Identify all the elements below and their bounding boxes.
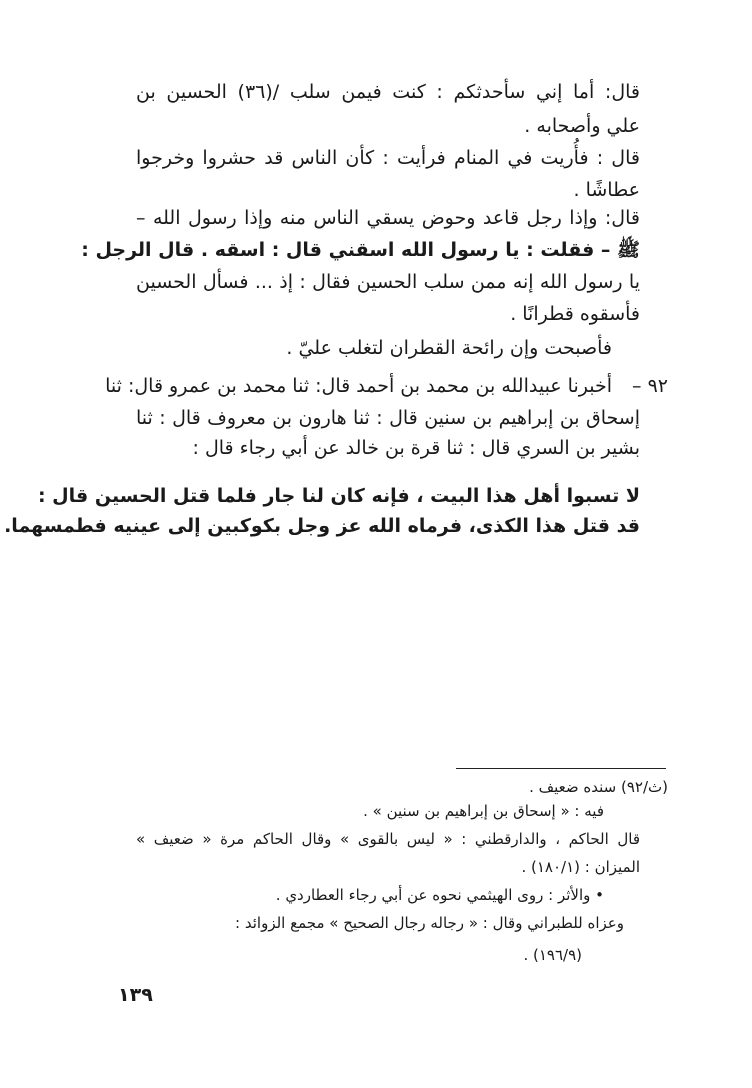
narration-line: قال: وإذا رجل قاعد وحوض يسقي الناس منه وإذا رسول الله –	[136, 207, 640, 229]
narration-line: يا رسول الله إنه ممن سلب الحسين فقال : إذ ... فسأل الحسين	[136, 271, 640, 293]
isnad-line: بشير بن السري قال : ثنا قرة بن خالد عن أبي رجاء قال :	[192, 437, 640, 459]
footnote-line: فيه : « إسحاق بن إبراهيم بن سنين » .	[363, 802, 604, 820]
footnote-line: • والأثر : روى الهيثمي نحوه عن أبي رجاء العطاردي .	[275, 886, 604, 904]
footnote-line: قال الحاكم ، والدارقطني : « ليس بالقوى » وقال الحاكم مرة « ضعيف »	[136, 830, 640, 848]
isnad-line: إسحاق بن إبراهيم بن سنين قال : ثنا هارون بن معروف قال : ثنا	[136, 407, 640, 429]
narration-line: فأسقوه قطرانًا .	[510, 303, 640, 325]
narration-line: علي وأصحابه .	[524, 115, 640, 137]
matn-line: قد قتل هذا الكذى، فرماه الله عز وجل بكوكبين إلى عينيه فطمسهما.	[4, 515, 640, 537]
isnad-line: أخبرنا عبيدالله بن محمد بن أحمد قال: ثنا محمد بن عمرو قال: ثنا	[105, 375, 612, 397]
footnote-line: الميزان : (١٨٠/١) .	[521, 858, 640, 876]
footnote-line: وعزاه للطبراني وقال : « رجاله رجال الصحيح » مجمع الزوائد :	[235, 914, 624, 932]
matn-line: لا تسبوا أهل هذا البيت ، فإنه كان لنا جار فلما قتل الحسين قال :	[37, 485, 640, 507]
footnote-separator	[456, 768, 666, 769]
narration-line: فأصبحت وإن رائحة القطران لتغلب عليّ .	[286, 337, 612, 359]
narration-line: ﷺ – فقلت : يا رسول الله اسقني قال : اسقه . قال الرجل :	[81, 239, 640, 261]
page-number: ١٣٩	[118, 984, 153, 1006]
hadith-number: ٩٢ –	[632, 375, 668, 397]
footnote-line: (ث/٩٢) سنده ضعيف .	[529, 778, 668, 796]
footnote-line: (١٩٦/٩) .	[523, 946, 582, 964]
narration-line: قال : فأُريت في المنام فرأيت : كأن الناس قد حشروا وخرجوا	[136, 147, 640, 169]
narration-line: عطاشًا .	[573, 179, 640, 201]
narration-line: قال: أما إني سأحدثكم : كنت فيمن سلب /(٣٦) الحسين بن	[136, 81, 640, 103]
